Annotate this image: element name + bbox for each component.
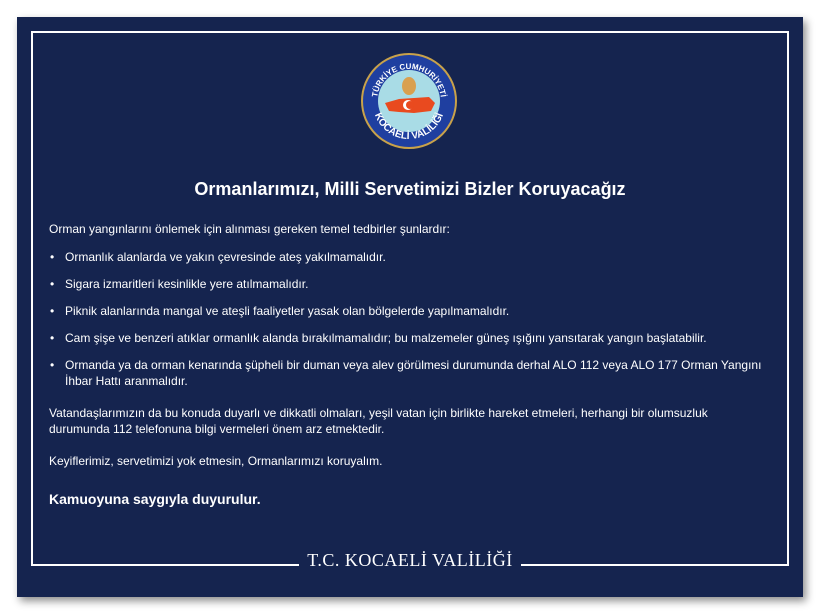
announcement-body bbox=[49, 221, 769, 507]
footer bbox=[17, 550, 803, 571]
closing-text: Keyiflerimiz, servetimizi yok etmesin, Ormanlarımızı koruyalım. bbox=[49, 454, 383, 468]
svg-text:KOCAELİ VALİLİĞİ: KOCAELİ VALİLİĞİ bbox=[372, 111, 446, 143]
list-item: • Ormanlık alanlarda ve yakın çevresinde ateş yakılmamalıdır. bbox=[49, 249, 769, 265]
list-item: • Ormanda ya da orman kenarında şüpheli bir duman veya alev görülmesi durumunda derhal ALO 112 veya ALO 177 Orman Yangını İhbar Hattı aranmalıdır. bbox=[49, 357, 769, 389]
footer-signature: T.C. KOCAELİ VALİLİĞİ bbox=[299, 550, 520, 571]
svg-text:TÜRKİYE CUMHURİYETİ: TÜRKİYE CUMHURİYETİ bbox=[370, 61, 448, 98]
announcement-panel bbox=[17, 17, 803, 597]
citizens-paragraph: Vatandaşlarımızın da bu konuda duyarlı ve dikkatli olmaları, yeşil vatan için birlikte hareket etmeleri, herhangi bir olumsuzluk durumunda 112 telefonuna bilgi vermeleri önem arz etmektedir. bbox=[49, 406, 708, 436]
kocaeli-valiligi-seal-logo bbox=[359, 51, 459, 151]
list-item: • Sigara izmaritleri kesinlikle yere atılmamalıdır. bbox=[49, 276, 769, 292]
list-item: • Cam şişe ve benzeri atıklar ormanlık alanda bırakılmamalıdır; bu malzemeler güneş ışığını yansıtarak yangın başlatabilir. bbox=[49, 330, 769, 346]
intro-text: Orman yangınlarını önlemek için alınması gereken temel tedbirler şunlardır: bbox=[49, 222, 450, 236]
list-item: • Piknik alanlarında mangal ve ateşli faaliyetler yasak olan bölgelerde yapılmamalıdır. bbox=[49, 303, 769, 319]
announcement-text: Kamuoyuna saygıyla duyurulur. bbox=[49, 491, 261, 507]
page-title: Ormanlarımızı, Milli Servetimizi Bizler Koruyacağız bbox=[194, 179, 626, 199]
measures-list bbox=[49, 249, 769, 389]
